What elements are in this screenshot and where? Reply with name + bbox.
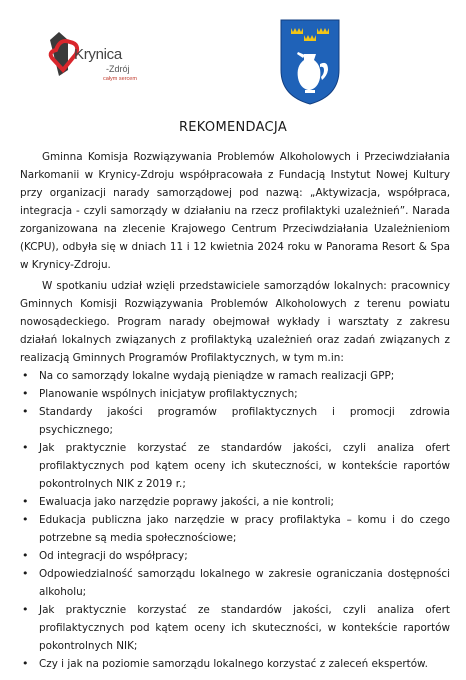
list-item: • Od integracji do współpracy; — [20, 547, 450, 565]
list-item: • Czy i jak na poziomie samorządu lokalnego korzystać z zaleceń ekspertów. — [20, 655, 450, 673]
list-item: • Standardy jakości programów profilaktycznych i promocji zdrowia psychicznego; — [20, 403, 450, 439]
krynica-zdroj-logo — [46, 30, 156, 92]
logo-name-suffix: -Zdrój — [106, 64, 130, 74]
list-item: • Na co samorządy lokalne wydają pieniądze w ramach realizacji GPP; — [20, 367, 450, 385]
list-item: • Jak praktycznie korzystać ze standardów jakości, czyli analiza ofert profilaktycznych pod kątem oceny ich skuteczności, w kontekście raportów pokontrolnych NIK; — [20, 601, 450, 655]
list-item: • Edukacja publiczna jako narzędzie w pracy profilaktyka – komu i do czego potrzebne są media społecznościowe; — [20, 511, 450, 547]
logo-name: Krynica — [74, 46, 122, 63]
list-item: • Planowanie wspólnych inicjatyw profilaktycznych; — [20, 385, 450, 403]
paragraph: Gminna Komisja Rozwiązywania Problemów Alkoholowych i Przeciwdziałania Narkomanii w Krynicy-Zdroju współpracowała z Fundacją Instytut Nowej Kultury przy organizacji narady samorządowej pod nazwą: „Aktywizacja, współpraca, integracja - czyli samorządy w działaniu na rzecz profilaktyki uzależnień”. Narada zorganizowana na zlecenie Krajowego Centrum Przeciwdziałania Uzależnieniom (KCPU), odbyła się w dniach 11 i 12 kwietnia 2024 roku w Panorama Resort & Spa w Krynicy-Zdroju. — [20, 151, 450, 271]
document-body — [20, 148, 450, 673]
paragraph: W spotkaniu udział wzięli przedstawiciele samorządów lokalnych: pracownicy Gminnych Komisji Rozwiązywania Problemów Alkoholowych z terenu powiatu nowosądeckiego. Program narady obejmował wykłady i warsztaty z zakresu działań lokalnych związanych z profilaktyką uzależnień oraz zadań związanych z realizacją Gminnych Programów Profilaktycznych, w tym m.in: — [20, 280, 450, 364]
list-item: • Ewaluacja jako narzędzie poprawy jakości, a nie kontroli; — [20, 493, 450, 511]
topics-list — [20, 367, 450, 673]
list-item: • Jak praktycznie korzystać ze standardów jakości, czyli analiza ofert profilaktycznych pod kątem oceny ich skuteczności, w kontekście raportów pokontrolnych NIK z 2019 r.; — [20, 439, 450, 493]
logo-tagline: całym sercem — [103, 76, 137, 82]
document-title: REKOMENDACJA — [178, 120, 288, 135]
list-item: • Odpowiedzialność samorządu lokalnego w zakresie ograniczania dostępności alkoholu; — [20, 565, 450, 601]
coat-of-arms-crest — [279, 18, 341, 106]
